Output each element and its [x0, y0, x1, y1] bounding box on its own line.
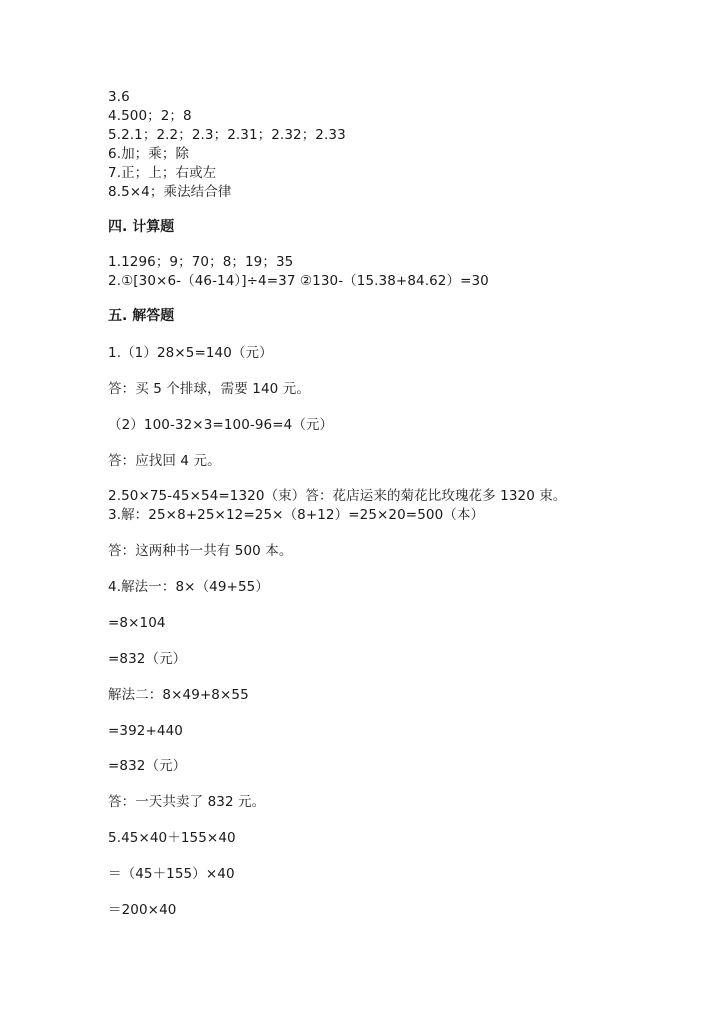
problem-3-solution: 3.解：25×8+25×12=25×（8+12）=25×20=500（本）: [108, 507, 485, 523]
problem-4-method-2: 解法二：8×49+8×55: [108, 687, 249, 703]
problem-1-step-2: （2）100-32×3=100-96=4（元）: [108, 417, 334, 433]
answer-3-6: 3.6: [108, 89, 130, 105]
answer-3-7: 7.正；上；右或左: [108, 165, 217, 181]
problem-4-step-1: =8×104: [108, 615, 166, 631]
problem-5-step-1: 5.45×40＋155×40: [108, 830, 236, 846]
answer-3-4: 4.500；2；8: [108, 108, 192, 124]
problem-1-step-1: 1.（1）28×5=140（元）: [108, 345, 273, 361]
section-heading-calculation: 四. 计算题: [108, 219, 175, 235]
answer-3-8: 8.5×4；乘法结合律: [108, 184, 232, 200]
section-heading-word-problems: 五. 解答题: [108, 308, 175, 324]
answer-3-5: 5.2.1；2.2；2.3；2.31；2.32；2.33: [108, 127, 346, 143]
calc-answer-2: 2.①[30×6-（46-14）]÷4=37 ②130-（15.38+84.62）=30: [108, 273, 489, 289]
problem-5-step-3: ＝200×40: [108, 902, 177, 918]
calc-answer-1: 1.1296；9；70；8；19；35: [108, 254, 294, 270]
problem-4-answer: 答：一天共卖了 832 元。: [108, 794, 266, 810]
problem-4-method-1: 4.解法一：8×（49+55）: [108, 579, 269, 595]
problem-4-step-4: =832（元）: [108, 758, 187, 774]
answer-3-6b: 6.加；乘；除: [108, 146, 190, 162]
problem-2-solution: 2.50×75-45×54=1320（束）答：花店运来的菊花比玫瑰花多 1320 束。: [108, 488, 567, 504]
problem-3-answer: 答：这两种书一共有 500 本。: [108, 543, 293, 559]
problem-1-answer-2: 答：应找回 4 元。: [108, 453, 221, 469]
problem-1-answer-1: 答：买 5 个排球，需要 140 元。: [108, 381, 310, 397]
problem-5-step-2: ＝（45＋155）×40: [108, 866, 235, 882]
problem-4-step-2: =832（元）: [108, 651, 187, 667]
problem-4-step-3: =392+440: [108, 723, 183, 739]
